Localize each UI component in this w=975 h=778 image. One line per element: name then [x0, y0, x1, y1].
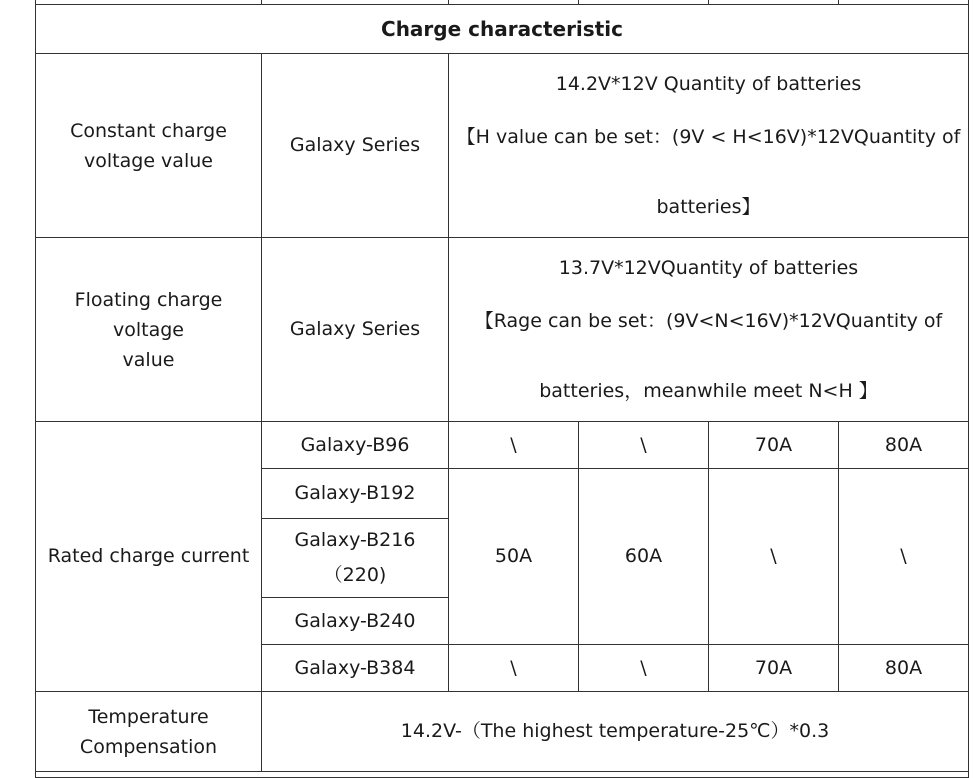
- value-cell: \: [449, 645, 579, 692]
- title-row: [36, 5, 969, 54]
- value-cell: 70A: [709, 422, 839, 469]
- value-cell: 50A: [449, 469, 579, 645]
- value-cell: 60A: [579, 469, 709, 645]
- constant-charge-label: [36, 54, 262, 238]
- value-cell: 80A: [839, 422, 969, 469]
- model-cell: Galaxy-B384: [262, 645, 449, 692]
- charge-spec-table: [35, 0, 969, 778]
- constant-line2: 【H value can be set：(9V < H<16V)*12VQuantity of: [456, 126, 961, 148]
- temperature-value: 14.2V-（The highest temperature-25℃）*0.3: [262, 692, 969, 772]
- value-cell: \: [449, 422, 579, 469]
- value-cell: \: [839, 469, 969, 645]
- rated-current-label: Rated charge current: [36, 422, 262, 692]
- model-cell: Galaxy-B192: [262, 469, 449, 519]
- floating-label-line2: value: [122, 348, 175, 371]
- constant-label-line1: Constant charge: [70, 119, 227, 142]
- value-cell: \: [709, 469, 839, 645]
- temperature-label-line2: Compensation: [79, 735, 218, 758]
- floating-line1: 13.7V*12VQuantity of batteries: [558, 257, 859, 279]
- value-cell: \: [579, 645, 709, 692]
- constant-line3: batteries】: [656, 196, 761, 218]
- model-cell: Galaxy-B216（220): [262, 519, 449, 598]
- floating-series: Galaxy Series: [262, 238, 449, 422]
- table-row: [36, 422, 969, 469]
- floating-line2: 【Rage can be set：(9V<N<16V)*12VQuantity of: [474, 310, 943, 332]
- floating-charge-row: [36, 238, 969, 422]
- value-cell: \: [579, 422, 709, 469]
- constant-series: Galaxy Series: [262, 54, 449, 238]
- floating-line3: batteries，meanwhile meet N<H 】: [539, 380, 878, 402]
- temperature-row: [36, 692, 969, 772]
- temperature-label-line1: Temperature: [88, 705, 209, 728]
- floating-charge-label: [36, 238, 262, 422]
- temperature-label: [36, 692, 262, 772]
- constant-line1: 14.2V*12V Quantity of batteries: [555, 73, 862, 95]
- constant-label-line2: voltage value: [84, 149, 213, 172]
- floating-label-line1: Floating charge voltage: [74, 288, 223, 341]
- floating-spec: [449, 238, 969, 422]
- model-cell: Galaxy-B96: [262, 422, 449, 469]
- constant-charge-row: [36, 54, 969, 238]
- model-cell: Galaxy-B240: [262, 598, 449, 645]
- constant-spec: [449, 54, 969, 238]
- value-cell: 70A: [709, 645, 839, 692]
- section-title: Charge characteristic: [36, 5, 969, 54]
- value-cell: 80A: [839, 645, 969, 692]
